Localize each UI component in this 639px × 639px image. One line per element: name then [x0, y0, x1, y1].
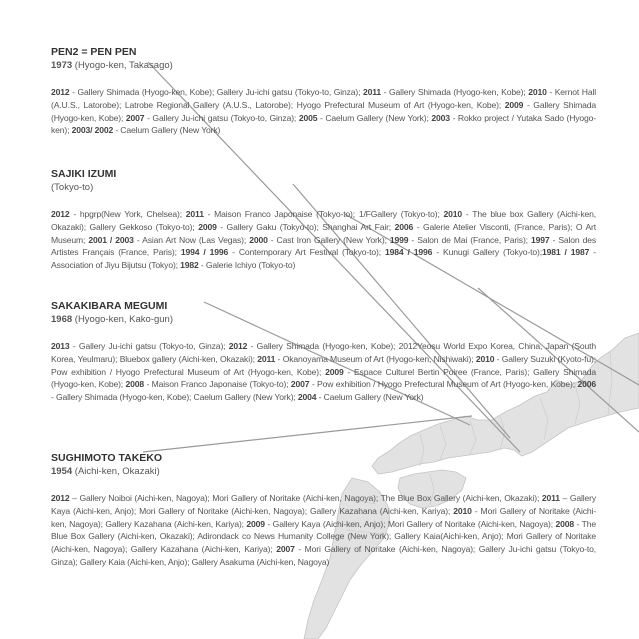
- exhibition-year: 1984 / 1996: [384, 247, 433, 258]
- exhibition-text: - Asian Art Now (Las Vegas);: [133, 234, 250, 245]
- birth-year: 1954: [51, 466, 73, 477]
- exhibition-text: - Cast Iron Gallery (New York);: [267, 234, 390, 245]
- artist-pen2-pen-pen: [51, 46, 596, 137]
- exhibition-text: - Gallery Suzuki (Kyoto-fu); Pow exhibition / Hyogo Prefectural Museum of Art (Hyogo-ken, Kobe);: [51, 353, 596, 377]
- exhibition-year: 2012: [51, 209, 70, 219]
- exhibition-text: - Association of Jiyu Bijutsu (Tokyo);: [51, 247, 597, 271]
- exhibition-year: 2012: [51, 493, 70, 503]
- exhibition-history: [51, 208, 596, 272]
- exhibition-year: 2008: [555, 518, 575, 529]
- exhibition-text: - Caelum Gallery (New York);: [317, 112, 432, 123]
- artist-name: SAJIKI IZUMI: [51, 168, 117, 180]
- birth-place: (Tokyo-to): [51, 182, 94, 193]
- exhibition-text: - Gallery Shimada (Hyogo-ken, Kobe); 2012Yeosu World Expo Korea, China, Japan (South Korea, Yeulmaru); Bluebox gallery (Aichi-ken, Okazaki);: [51, 341, 596, 364]
- exhibition-text: - Maison Franco Japonaise (Tokyo-to);: [144, 379, 291, 390]
- exhibition-text: - Rokko project / Yutaka Sado (Hyogo-ken);: [51, 112, 596, 136]
- exhibition-text: - Gallery Shimada (Hyogo-ken, Kobe);: [381, 87, 529, 97]
- exhibition-year: 2013: [51, 341, 70, 351]
- exhibition-text: - Galerie Atelier Visconti, (France, Paris); O Art Museum;: [51, 221, 596, 245]
- exhibition-text: - Espace Culturel Bertin Poiree (France, Paris); Gallery Shimada (Hyogo-ken, Kobe);: [51, 366, 596, 390]
- exhibition-text: - hpgrp(New York, Chelsea);: [69, 209, 186, 219]
- exhibition-year: 2006: [394, 221, 414, 232]
- birth-year: 1973: [51, 60, 73, 71]
- exhibition-year: 1999: [389, 234, 409, 245]
- exhibition-year: 2010: [528, 87, 547, 97]
- exhibition-year: 2001 / 2003: [88, 234, 134, 245]
- exhibition-text: - Caelum Gallery (New York): [113, 125, 221, 136]
- exhibition-text: - Mori Gallery of Noritake (Aichi-ken, Nagoya); Gallery Ju-ichi gatsu (Tokyo-to, Ginza); Gallery Kaia (Aichi-ken, Anjo); Gallery Asakuma (Aichi-ken, Nagoya): [51, 544, 596, 567]
- exhibition-year: 1994 / 1996: [180, 247, 229, 258]
- exhibition-year: 2009: [325, 366, 344, 377]
- exhibition-year: 2004: [297, 392, 317, 403]
- exhibition-year: 1981 / 1987: [541, 247, 590, 258]
- exhibition-text: - Galerie Ichiyo (Tokyo-to): [198, 260, 296, 271]
- exhibition-text: - Mori Gallery of Noritake (Aichi-ken, Nagoya); Gallery Kazahana (Aichi-ken, Kariya);: [51, 505, 596, 529]
- exhibition-year: 2009: [246, 518, 265, 529]
- exhibition-text: - Kernot Hall (A.U.S., Latorobe); Latrobe Regional Gallery (A.U.S., Latorobe); Hyogo Prefectural Museum of Art (Hyogo-ken, Kobe);: [51, 87, 596, 110]
- exhibition-text: - Contemporary Art Festival (Tokyo-to);: [228, 247, 385, 258]
- exhibition-year: 2012: [228, 341, 248, 351]
- exhibition-year: 1982: [180, 260, 199, 271]
- artist-origin: [51, 313, 596, 326]
- artist-sajiki-izumi: [51, 168, 596, 272]
- birth-year: 1968: [51, 314, 73, 325]
- artist-name: SAKAKIBARA MEGUMI: [51, 300, 168, 312]
- exhibition-text: - The blue box Gallery (Aichi-ken, Okazaki); Gallery Gekkoso (Tokyo-to);: [51, 209, 596, 232]
- exhibition-text: - Gallery Ju-ichi gatsu (Tokyo-to, Ginza);: [144, 112, 299, 123]
- exhibition-year: 2007: [276, 544, 295, 555]
- artist-origin: [51, 465, 596, 478]
- artist-sakakibara-megumi: [51, 300, 596, 404]
- exhibition-history: [51, 86, 596, 137]
- exhibition-year: 2000: [249, 234, 268, 245]
- birth-place: (Hyogo-ken, Takasago): [74, 60, 173, 71]
- exhibition-year: 2008: [125, 379, 145, 390]
- exhibition-text: - Salon de Mai (France, Paris);: [408, 234, 531, 245]
- exhibition-text: - Gallery Kaya (Aichi-ken, Anjo); Mori Gallery of Noritake (Aichi-ken, Nagoya);: [264, 518, 556, 529]
- exhibition-text: - Maison Franco Japonaise (Tokyo-to); 1/FGallery (Tokyo-to);: [203, 209, 444, 219]
- exhibition-year: 2009: [198, 221, 217, 232]
- exhibition-year: 1997: [530, 234, 550, 245]
- exhibition-text: - Salon des Artistes Français (France, Paris);: [51, 234, 597, 258]
- exhibition-year: 2009: [504, 99, 524, 110]
- exhibition-text: - Gallery Shimada (Hyogo-ken, Kobe); Caelum Gallery (New York);: [51, 392, 298, 403]
- birth-place: (Hyogo-ken, Kako-gun): [74, 314, 173, 325]
- exhibition-year: 2012: [51, 87, 70, 97]
- exhibition-year: 2011: [362, 87, 382, 97]
- artist-origin: [51, 181, 596, 194]
- exhibition-year: 2003: [431, 112, 450, 123]
- exhibition-text: – Gallery Kaya (Aichi-ken, Anjo); Mori Gallery of Noritake (Aichi-ken, Nagoya); Gallery Kazahana (Aichi-ken, Kariya);: [51, 493, 597, 516]
- exhibition-text: - Pow exhibition / Hyogo Prefectural Museum of Art (Hyogo-ken, Kobe);: [309, 379, 578, 390]
- exhibition-history: [51, 492, 596, 569]
- exhibition-year: 2006: [577, 379, 596, 390]
- exhibition-history: [51, 340, 596, 404]
- exhibition-text: - Caelum Gallery (New York): [316, 392, 424, 403]
- exhibition-year: 2007: [290, 379, 310, 390]
- exhibition-year: 2003/ 2002: [71, 125, 114, 136]
- exhibition-text: - Gallery Shimada (Hyogo-ken, Kobe);: [51, 99, 596, 123]
- exhibition-text: - Okanoyama Museum of Art (Hyogo-ken, Nishiwaki);: [275, 353, 476, 364]
- exhibition-text: - Gallery Shimada (Hyogo-ken, Kobe); Gallery Ju-ichi gatsu (Tokyo-to, Ginza);: [69, 87, 363, 97]
- exhibition-year: 2011: [257, 353, 276, 364]
- artist-name: SUGHIMOTO TAKEKO: [51, 452, 163, 464]
- artist-origin: [51, 59, 596, 72]
- exhibition-text: - Gallery Gaku (Tokyo-to); Shanghai Art Fair;: [216, 221, 395, 232]
- exhibition-year: 2011: [185, 209, 204, 219]
- exhibition-year: 2010: [475, 353, 495, 364]
- exhibition-year: 2007: [125, 112, 145, 123]
- birth-place: (Aichi-ken, Okazaki): [74, 466, 160, 477]
- exhibition-text: - Gallery Ju-ichi gatsu (Tokyo-to, Ginza);: [69, 341, 229, 351]
- artist-sughimoto-takeko: [51, 452, 596, 569]
- exhibition-text: - The Blue Box Gallery (Aichi-ken, Okazaki); Adirondack co News Humanity College (New York); Gallery Kaia(Aichi-ken, Anjo); Mori Gallery of Noritake (Aichi-ken, Nagoya); Gallery Kazahana (Aichi-ken, Kariya);: [51, 518, 596, 555]
- exhibition-text: – Gallery Noiboi (Aichi-ken, Nagoya); Mori Gallery of Noritake (Aichi-ken, Nagoya); The Blue Box Gallery (Aichi-ken, Okazaki);: [69, 493, 542, 503]
- exhibition-text: - Kunugi Gallery (Tokyo-to);: [432, 247, 542, 258]
- exhibition-year: 2010: [453, 505, 472, 516]
- exhibition-year: 2005: [298, 112, 318, 123]
- exhibition-year: 2011: [541, 493, 560, 503]
- exhibition-year: 2010: [443, 209, 463, 219]
- artist-name: PEN2 = PEN PEN: [51, 46, 137, 58]
